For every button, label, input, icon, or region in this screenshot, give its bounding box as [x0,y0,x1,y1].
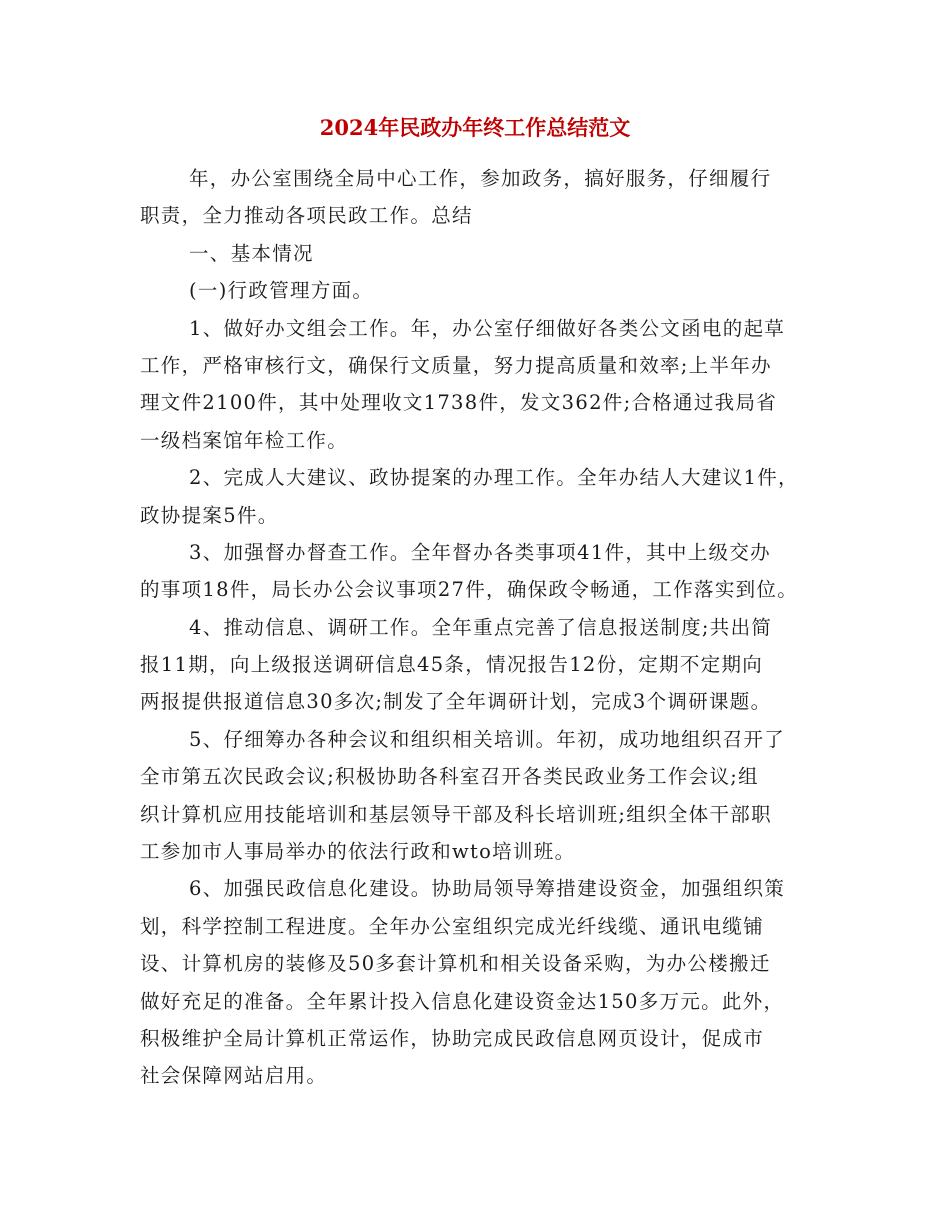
text-line: 做好充足的准备。全年累计投入信息化建设资金达150多万元。此外， [140,989,785,1013]
text-line: 社会保障网站启用。 [140,1064,328,1088]
text-line: 4、推动信息、调研工作。全年重点完善了信息报送制度;共出简 [189,615,773,639]
text-line: 设、计算机房的装修及50多套计算机和相关设备采购，为办公楼搬迁 [140,952,771,976]
text-line: 职责，全力推动各项民政工作。总结 [140,204,473,228]
text-line: 2、完成人大建议、政协提案的办理工作。全年办结人大建议1件， [189,466,799,490]
text-line: 5、仔细筹办各种会议和组织相关培训。年初，成功地组织召开了 [189,727,786,751]
text-line: 3、加强督办督查工作。全年督办各类事项41件，其中上级交办 [189,540,771,564]
text-line: 理文件2100件，其中处理收文1738件，发文362件;合格通过我局省 [140,391,778,415]
text-line: 报11期，向上级报送调研信息45条，情况报告12份，定期不定期向 [140,653,764,677]
text-line: 两报提供报道信息30多次;制发了全年调研计划，完成3个调研课题。 [140,690,772,714]
text-line: 全市第五次民政会议;积极协助各科室召开各类民政业务工作会议;组 [140,765,759,789]
text-line: (一)行政管理方面。 [189,279,374,303]
text-line: 工参加市人事局举办的依法行政和wto培训班。 [140,840,576,864]
text-line: 1、做好办文组会工作。年，办公室仔细做好各类公文函电的起草 [189,316,786,340]
text-line: 政协提案5件。 [140,503,279,527]
document-body [140,160,820,1095]
text-line: 工作，严格审核行文，确保行文质量，努力提高质量和效率;上半年办 [140,353,772,377]
text-line: 一级档案馆年检工作。 [140,428,349,452]
text-line: 年，办公室围绕全局中心工作，参加政务，搞好服务，仔细履行 [189,167,772,190]
document-title: 2024年民政办年终工作总结范文 [319,115,631,140]
text-line: 划，科学控制工程进度。全年办公室组织完成光纤线缆、通讯电缆铺 [140,914,765,938]
text-line: 6、加强民政信息化建设。协助局领导筹措建设资金，加强组织策 [189,877,786,901]
text-line: 一、基本情况 [189,241,314,265]
text-line: 的事项18件，局长办公会议事项27件，确保政令畅通，工作落实到位。 [140,578,799,602]
text-line: 积极维护全局计算机正常运作，协助完成民政信息网页设计，促成市 [140,1026,765,1050]
text-line: 织计算机应用技能培训和基层领导干部及科长培训班;组织全体干部职 [140,802,772,826]
